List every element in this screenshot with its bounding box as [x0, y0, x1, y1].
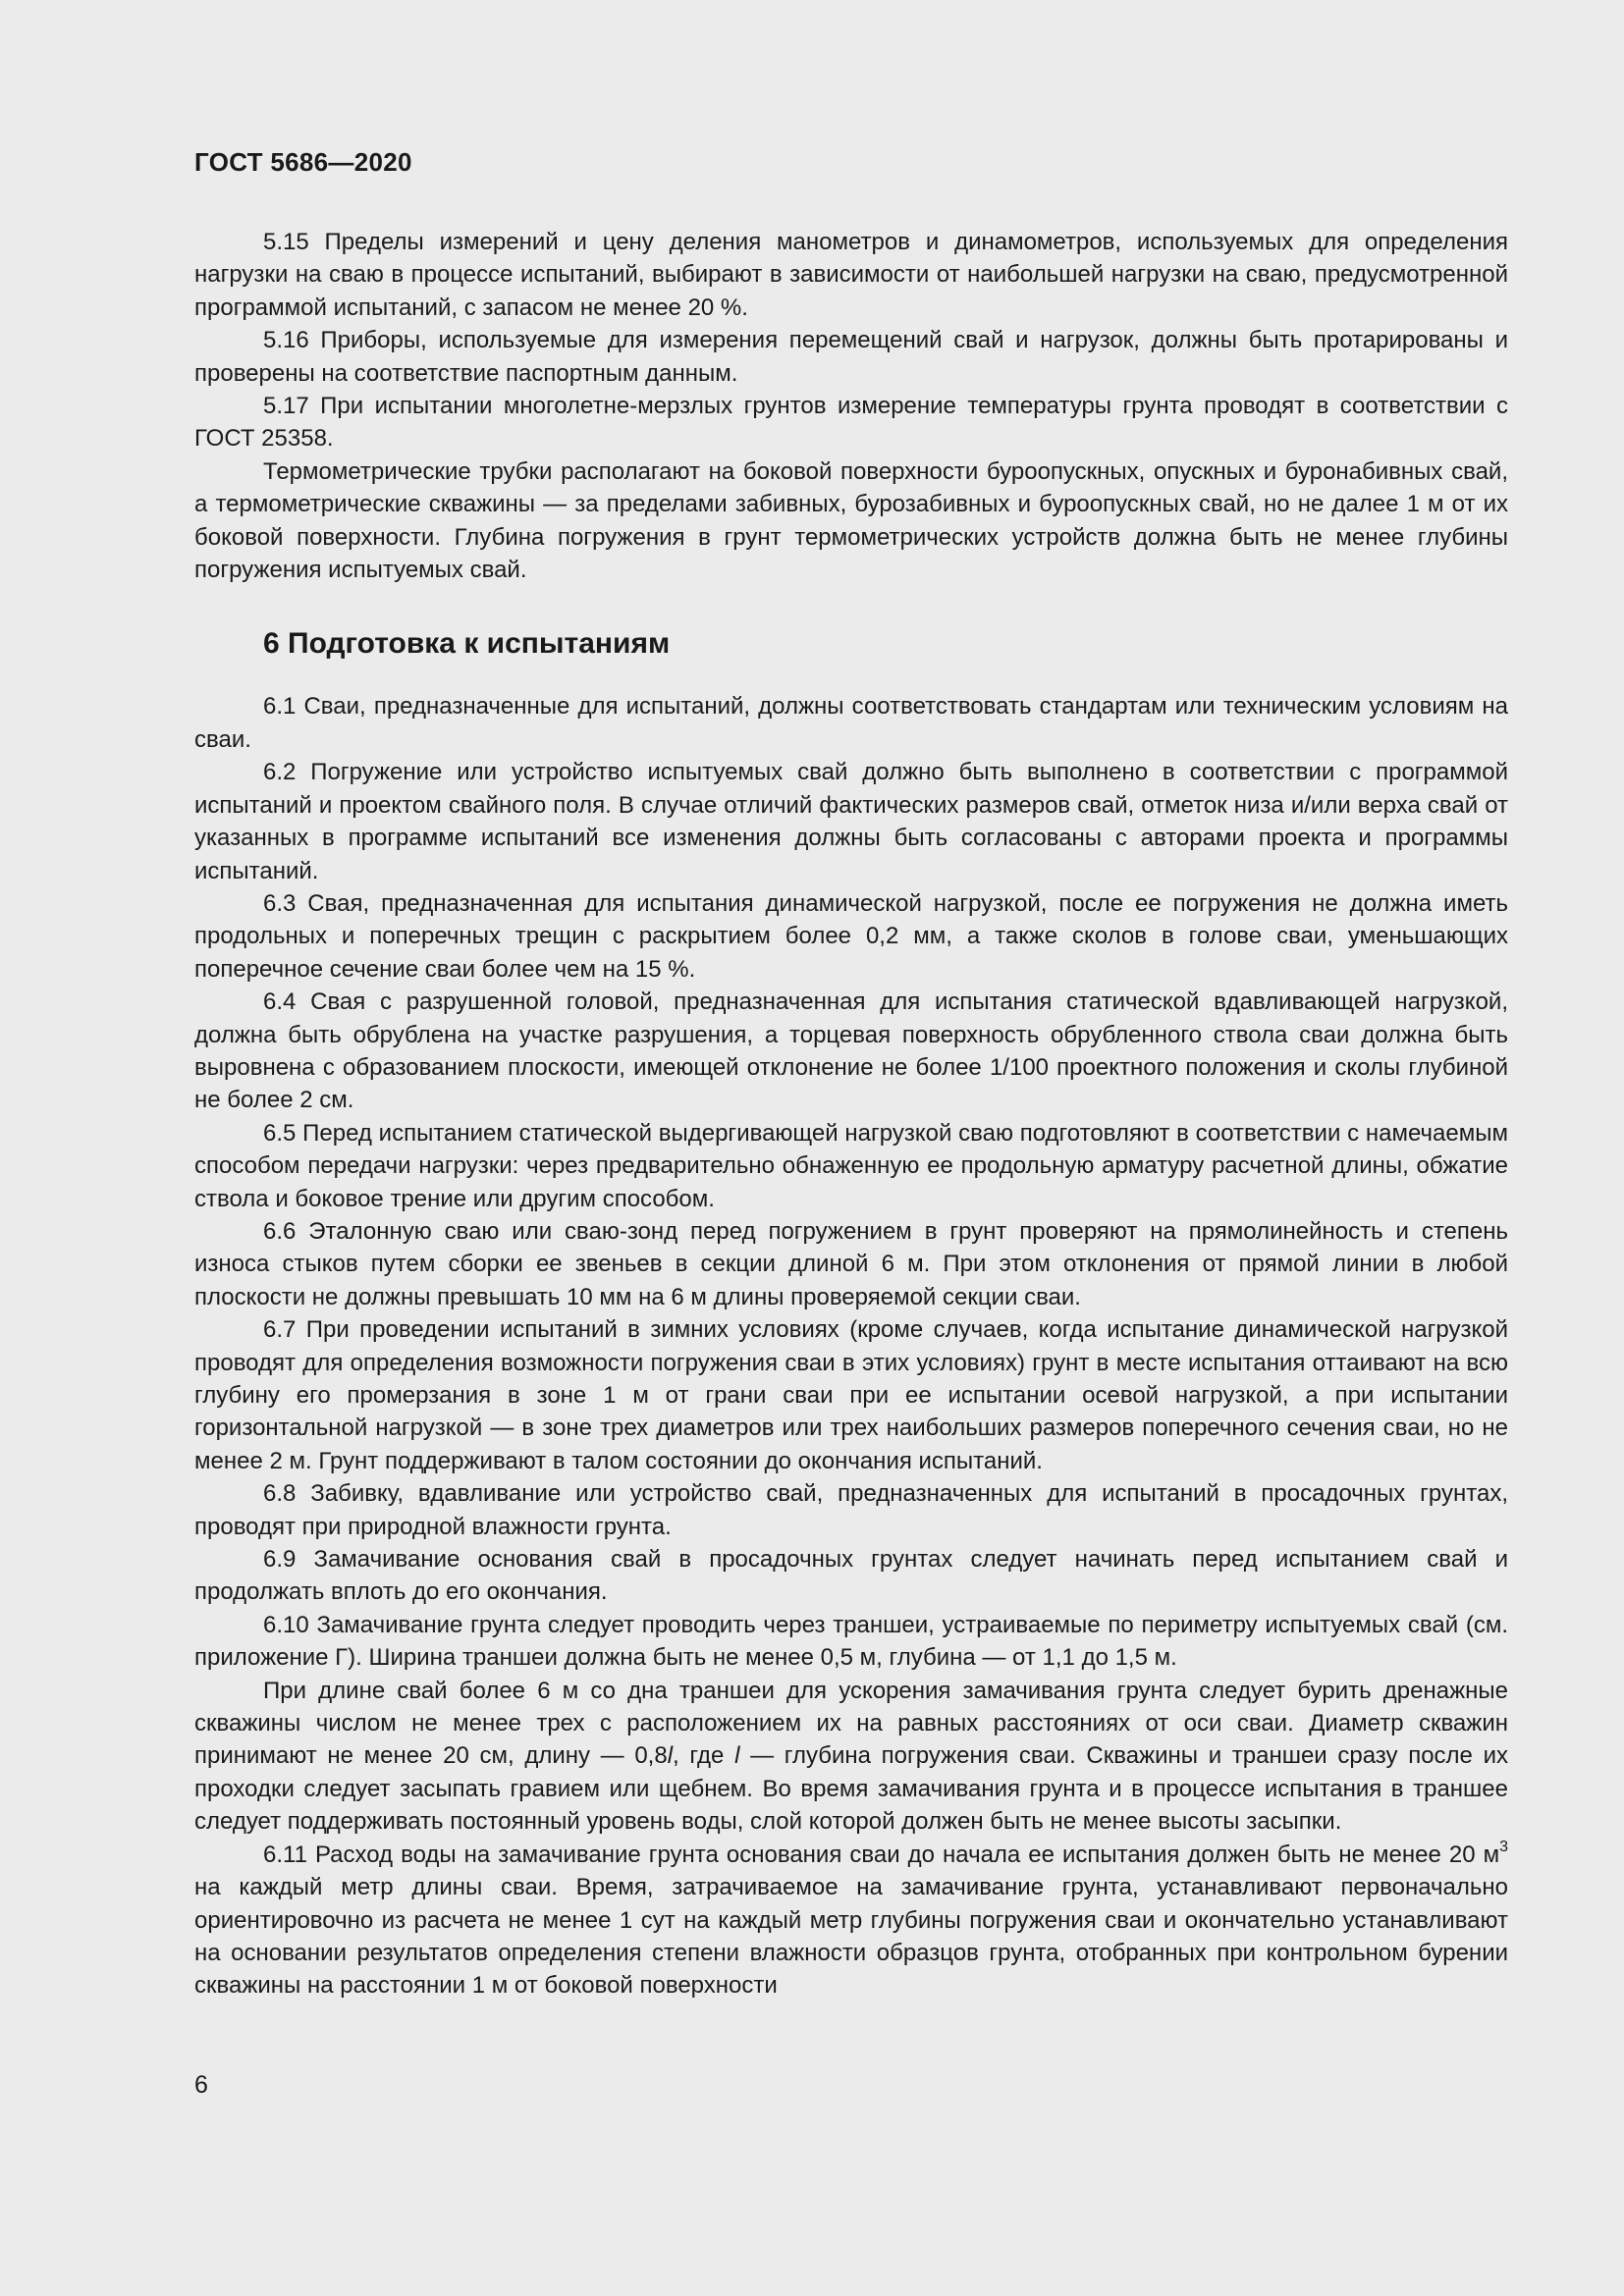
paragraph-6-3: 6.3 Свая, предназначенная для испытания динамической нагрузкой, после ее погружения не должна иметь продольных и поперечных трещин с раскрытием более 0,2 мм, а также сколов в голове сваи, уменьшающих поперечное сечение сваи более чем на 15 %.: [194, 889, 1508, 983]
paragraph-6-5: 6.5 Перед испытанием статической выдергивающей нагрузкой сваю подготовляют в соответствии с намечаемым способом передачи нагрузки: через предварительно обнаженную ее продольную арматуру расчетной длины, обжатие ствола и боковое трение или другим способом.: [194, 1119, 1508, 1212]
paragraph-6-10: 6.10 Замачивание грунта следует проводить через траншеи, устраиваемые по периметру испытуемых свай (см. приложение Г). Ширина траншеи должна быть не менее 0,5 м, глубина — от 1,1 до 1,5 м.: [194, 1611, 1508, 1672]
paragraph-6-6: 6.6 Эталонную сваю или сваю-зонд перед погружением в грунт проверяют на прямолинейность и степень износа стыков путем сборки ее звеньев в секции длиной 6 м. При этом отклонения от прямой линии в любой плоскости не должны превышать 10 мм на 6 м длины проверяемой секции сваи.: [194, 1217, 1508, 1310]
text-run: При длине свай более 6 м со дна траншеи для ускорения замачивания грунта следует бурить дренажные скважины числом не менее трех с расположением их на равных расстояниях от оси сваи. Диаметр скважин принимают не менее 20 см, длину — 0,8: [194, 1677, 1508, 1770]
variable-l: l: [667, 1742, 674, 1770]
superscript: 3: [1499, 1838, 1508, 1855]
text-run: на каждый метр длины сваи. Время, затрачиваемое на замачивание грунта, устанавливают первоначально ориентировочно из расчета не менее 1 сут на каждый метр глубины погружения сваи и окончательно устанавливают на основании результатов определения степени влажности образцов грунта, отобранных при контрольном бурении скважины на расстоянии 1 м от боковой поверхности: [194, 1874, 1508, 2000]
section-heading-6: 6 Подготовка к испытаниям: [263, 627, 671, 661]
variable-l: l: [734, 1742, 740, 1770]
text-run: — глубина погружения сваи. Скважины и траншеи сразу после их проходки следует засыпать гравием или щебнем. Во время замачивания грунта и в процессе испытания в траншее следует поддерживать постоянный уровень воды, слой которой должен быть не менее высоты засыпки.: [194, 1742, 1508, 1836]
paragraph-6-4: 6.4 Свая с разрушенной головой, предназначенная для испытания статической вдавливающей нагрузкой, должна быть обрублена на участке разрушения, а торцевая поверхность обрубленного ствола сваи должна быть выровнена с образованием плоскости, имеющей отклонение не более 1/100 проектного положения и сколы глубиной не более 2 см.: [194, 988, 1508, 1114]
paragraph-6-9: 6.9 Замачивание основания свай в просадочных грунтах следует начинать перед испытанием свай и продолжать вплоть до его окончания.: [194, 1546, 1508, 1606]
document-body: [194, 226, 1508, 2002]
paragraph-6-1: 6.1 Сваи, предназначенные для испытаний, должны соответствовать стандартам или техническим условиям на сваи.: [194, 693, 1508, 753]
paragraph-5-15: 5.15 Пределы измерений и цену деления манометров и динамометров, используемых для определения нагрузки на сваю в процессе испытаний, выбирают в зависимости от наибольшей нагрузки на сваю, предусмотренной программой испытаний, с запасом не менее 20 %.: [194, 229, 1508, 321]
paragraph-6-11: [194, 1839, 1508, 2002]
document-code-header: ГОСТ 5686—2020: [194, 147, 412, 177]
page-number: 6: [194, 2071, 208, 2099]
text-run: 6.11 Расход воды на замачивание грунта основания сваи до начала ее испытания должен быть не менее 20 м: [263, 1841, 1500, 1868]
text-run: , где: [673, 1742, 735, 1770]
paragraph-drainage-wells: [194, 1675, 1508, 1839]
paragraph-6-7: 6.7 При проведении испытаний в зимних условиях (кроме случаев, когда испытание динамической нагрузкой проводят для определения возможности погружения сваи в этих условиях) грунт в месте испытания оттаивают на всю глубину его промерзания в зоне 1 м от грани сваи при ее испытании осевой нагрузкой, а при испытании горизонтальной нагрузкой — в зоне трех диаметров или трех наибольших размеров поперечного сечения сваи, но не менее 2 м. Грунт поддерживают в талом состоянии до окончания испытаний.: [194, 1316, 1508, 1474]
paragraph-5-16: 5.16 Приборы, используемые для измерения перемещений свай и нагрузок, должны быть протарированы и проверены на соответствие паспортным данным.: [194, 327, 1508, 387]
paragraph-6-8: 6.8 Забивку, вдавливание или устройство свай, предназначенных для испытаний в просадочных грунтах, проводят при природной влажности грунта.: [194, 1480, 1508, 1540]
paragraph-6-2: 6.2 Погружение или устройство испытуемых свай должно быть выполнено в соответствии с программой испытаний и проектом свайного поля. В случае отличий фактических размеров свай, отметок низа и/или верха свай от указанных в программе испытаний все изменения должны быть согласованы с авторами проекта и программы испытаний.: [194, 759, 1508, 884]
paragraph-thermometric-tubes: Термометрические трубки располагают на боковой поверхности буроопускных, опускных и буронабивных свай, а термометрические скважины — за пределами забивных, бурозабивных и буроопускных свай, но не далее 1 м от их боковой поверхности. Глубина погружения в грунт термометрических устройств должна быть не менее глубины погружения испытуемых свай.: [194, 457, 1508, 584]
paragraph-5-17: 5.17 При испытании многолетне-мерзлых грунтов измерение температуры грунта проводят в соответствии с ГОСТ 25358.: [194, 393, 1508, 453]
